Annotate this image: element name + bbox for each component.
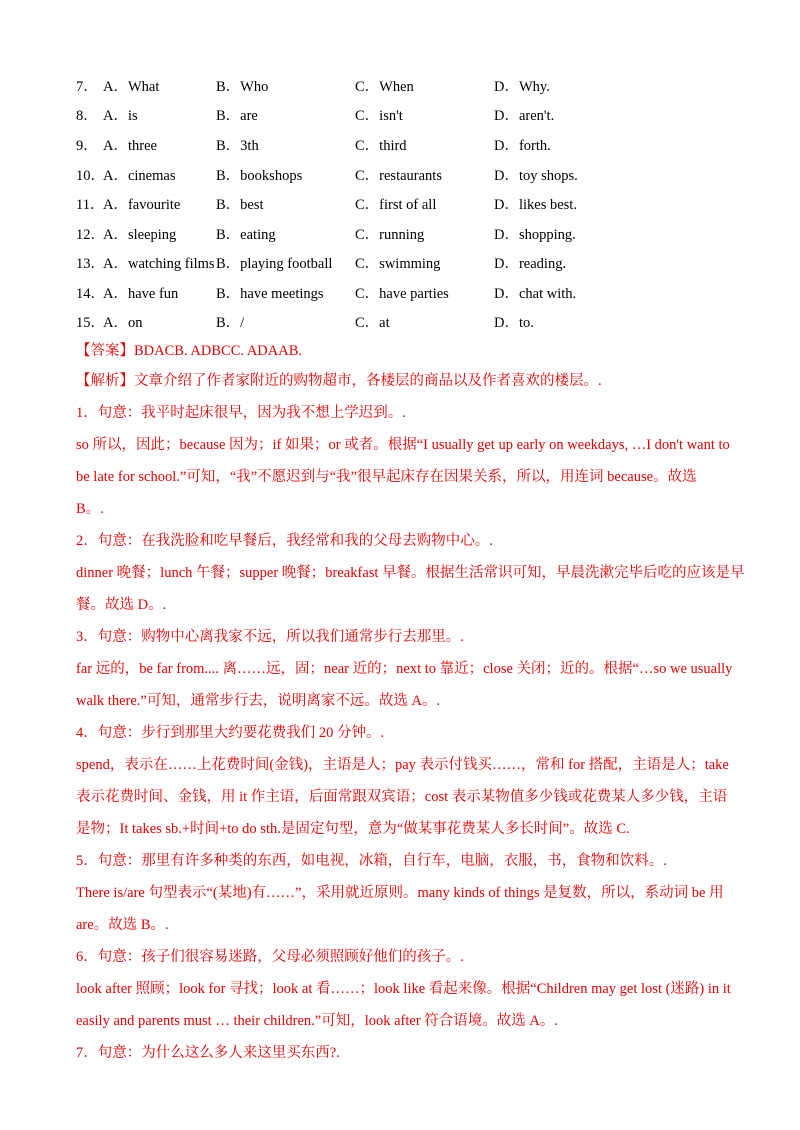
option-a: A．favourite <box>103 197 181 213</box>
option-d: D．forth. <box>494 138 551 154</box>
item-heading: 7．句意：为什么这么多人来这里买东西?. <box>76 1045 340 1061</box>
option-a: A．is <box>103 108 138 124</box>
option-b: B．bookshops <box>216 168 303 184</box>
option-b: B．Who <box>216 79 269 95</box>
option-a: A．have fun <box>103 286 179 302</box>
option-b: B．best <box>216 197 264 213</box>
item-explanation-line: so 所以，因此；because 因为；if 如果；or 或者。根据“I usually get up early on weekdays, …I don't want to <box>76 437 730 453</box>
item-explanation-line: walk there.”可知，通常步行去，说明离家不远。故选 A。. <box>76 693 441 709</box>
option-a: A．cinemas <box>103 168 176 184</box>
option-c: C．restaurants <box>355 168 442 184</box>
item-explanation-line: look after 照顾；look for 寻找；look at 看……；look like 看起来像。根据“Children may get lost (迷路) in it <box>76 981 731 997</box>
item-explanation-line: 表示花费时间、金钱，用 it 作主语，后面常跟双宾语；cost 表示某物值多少钱或花费某人多少钱，主语 <box>76 789 728 805</box>
item-explanation-line: dinner 晚餐；lunch 午餐；supper 晚餐；breakfast 早餐。根据生活常识可知，早晨洗漱完毕后吃的应该是早 <box>76 565 745 581</box>
item-heading: 4．句意：步行到那里大约要花费我们 20 分钟。. <box>76 725 385 741</box>
item-explanation-line: 餐。故选 D。. <box>76 597 167 613</box>
question-number: 8． <box>76 108 98 124</box>
question-number: 9． <box>76 138 98 154</box>
item-explanation-line: are。故选 B。. <box>76 917 169 933</box>
question-number: 13． <box>76 256 105 272</box>
question-number: 14． <box>76 286 105 302</box>
item-heading: 2．句意：在我洗脸和吃早餐后，我经常和我的父母去购物中心。. <box>76 533 493 549</box>
item-heading: 1．句意：我平时起床很早，因为我不想上学迟到。. <box>76 405 406 421</box>
item-heading: 6．句意：孩子们很容易迷路，父母必须照顾好他们的孩子。. <box>76 949 464 965</box>
option-a: A．three <box>103 138 157 154</box>
analysis-block <box>76 340 745 1064</box>
option-d: D．chat with. <box>494 286 577 302</box>
analysis-intro: 文章介绍了作者家附近的购物超市，各楼层的商品以及作者喜欢的楼层。. <box>134 373 602 389</box>
option-b: B．are <box>216 108 258 124</box>
option-c: C．have parties <box>355 286 449 302</box>
question-number: 10． <box>76 168 105 184</box>
question-number: 11． <box>76 197 105 213</box>
option-a: A．on <box>103 315 143 331</box>
option-b: B．/ <box>216 315 245 331</box>
question-number: 7． <box>76 79 98 95</box>
option-d: D．Why. <box>494 79 550 95</box>
item-explanation-line: There is/are 句型表示“(某地)有……”，采用就近原则。many kinds of things 是复数，所以，系动词 be 用 <box>76 885 724 901</box>
option-d: D．likes best. <box>494 197 577 213</box>
option-b: B．eating <box>216 227 276 243</box>
analysis-label: 【解析】 <box>76 373 134 389</box>
option-b: B．3th <box>216 138 259 154</box>
item-explanation-line: B。. <box>76 501 104 517</box>
option-a: A．What <box>103 79 160 95</box>
question-number: 12． <box>76 227 105 243</box>
option-c: C．first of all <box>355 197 437 213</box>
option-d: D．toy shops. <box>494 168 578 184</box>
option-c: C．isn't <box>355 108 403 124</box>
option-c: C．third <box>355 138 407 154</box>
option-d: D．aren't. <box>494 108 555 124</box>
item-heading: 3．句意：购物中心离我家不远，所以我们通常步行去那里。. <box>76 629 464 645</box>
answer-line <box>76 340 726 362</box>
answer-text: BDACB. ADBCC. ADAAB. <box>134 343 302 359</box>
option-d: D．shopping. <box>494 227 576 243</box>
analysis-items <box>76 402 745 1064</box>
option-c: C．swimming <box>355 256 441 272</box>
option-c: C．running <box>355 227 425 243</box>
option-d: D．reading. <box>494 256 567 272</box>
item-explanation-line: spend，表示在……上花费时间(金钱)，主语是人；pay 表示付钱买……，常和 for 搭配，主语是人；take <box>76 757 729 773</box>
question-number: 15． <box>76 315 105 331</box>
item-explanation-line: be late for school.”可知，“我”不愿迟到与“我”很早起床存在因果关系，所以，用连词 because。故选 <box>76 469 697 485</box>
item-explanation-line: easily and parents must … their children.”可知，look after 符合语境。故选 A。. <box>76 1013 559 1029</box>
analysis-intro-line <box>76 370 726 392</box>
option-b: B．have meetings <box>216 286 324 302</box>
option-c: C．at <box>355 315 390 331</box>
option-b: B．playing football <box>216 256 333 272</box>
item-heading: 5．句意：那里有许多种类的东西，如电视，冰箱，自行车，电脑，衣服，书，食物和饮料。. <box>76 853 667 869</box>
option-c: C．When <box>355 79 414 95</box>
answer-label: 【答案】 <box>76 343 134 359</box>
option-a: A．sleeping <box>103 227 177 243</box>
item-explanation-line: 是物；It takes sb.+时间+to do sth.是固定句型，意为“做某事花费某人多长时间”。故选 C. <box>76 821 630 837</box>
option-a: A．watching films <box>103 256 215 272</box>
item-explanation-line: far 远的，be far from.... 离……远，固；near 近的；next to 靠近；close 关闭；近的。根据“…so we usually <box>76 661 733 677</box>
option-d: D．to. <box>494 315 534 331</box>
